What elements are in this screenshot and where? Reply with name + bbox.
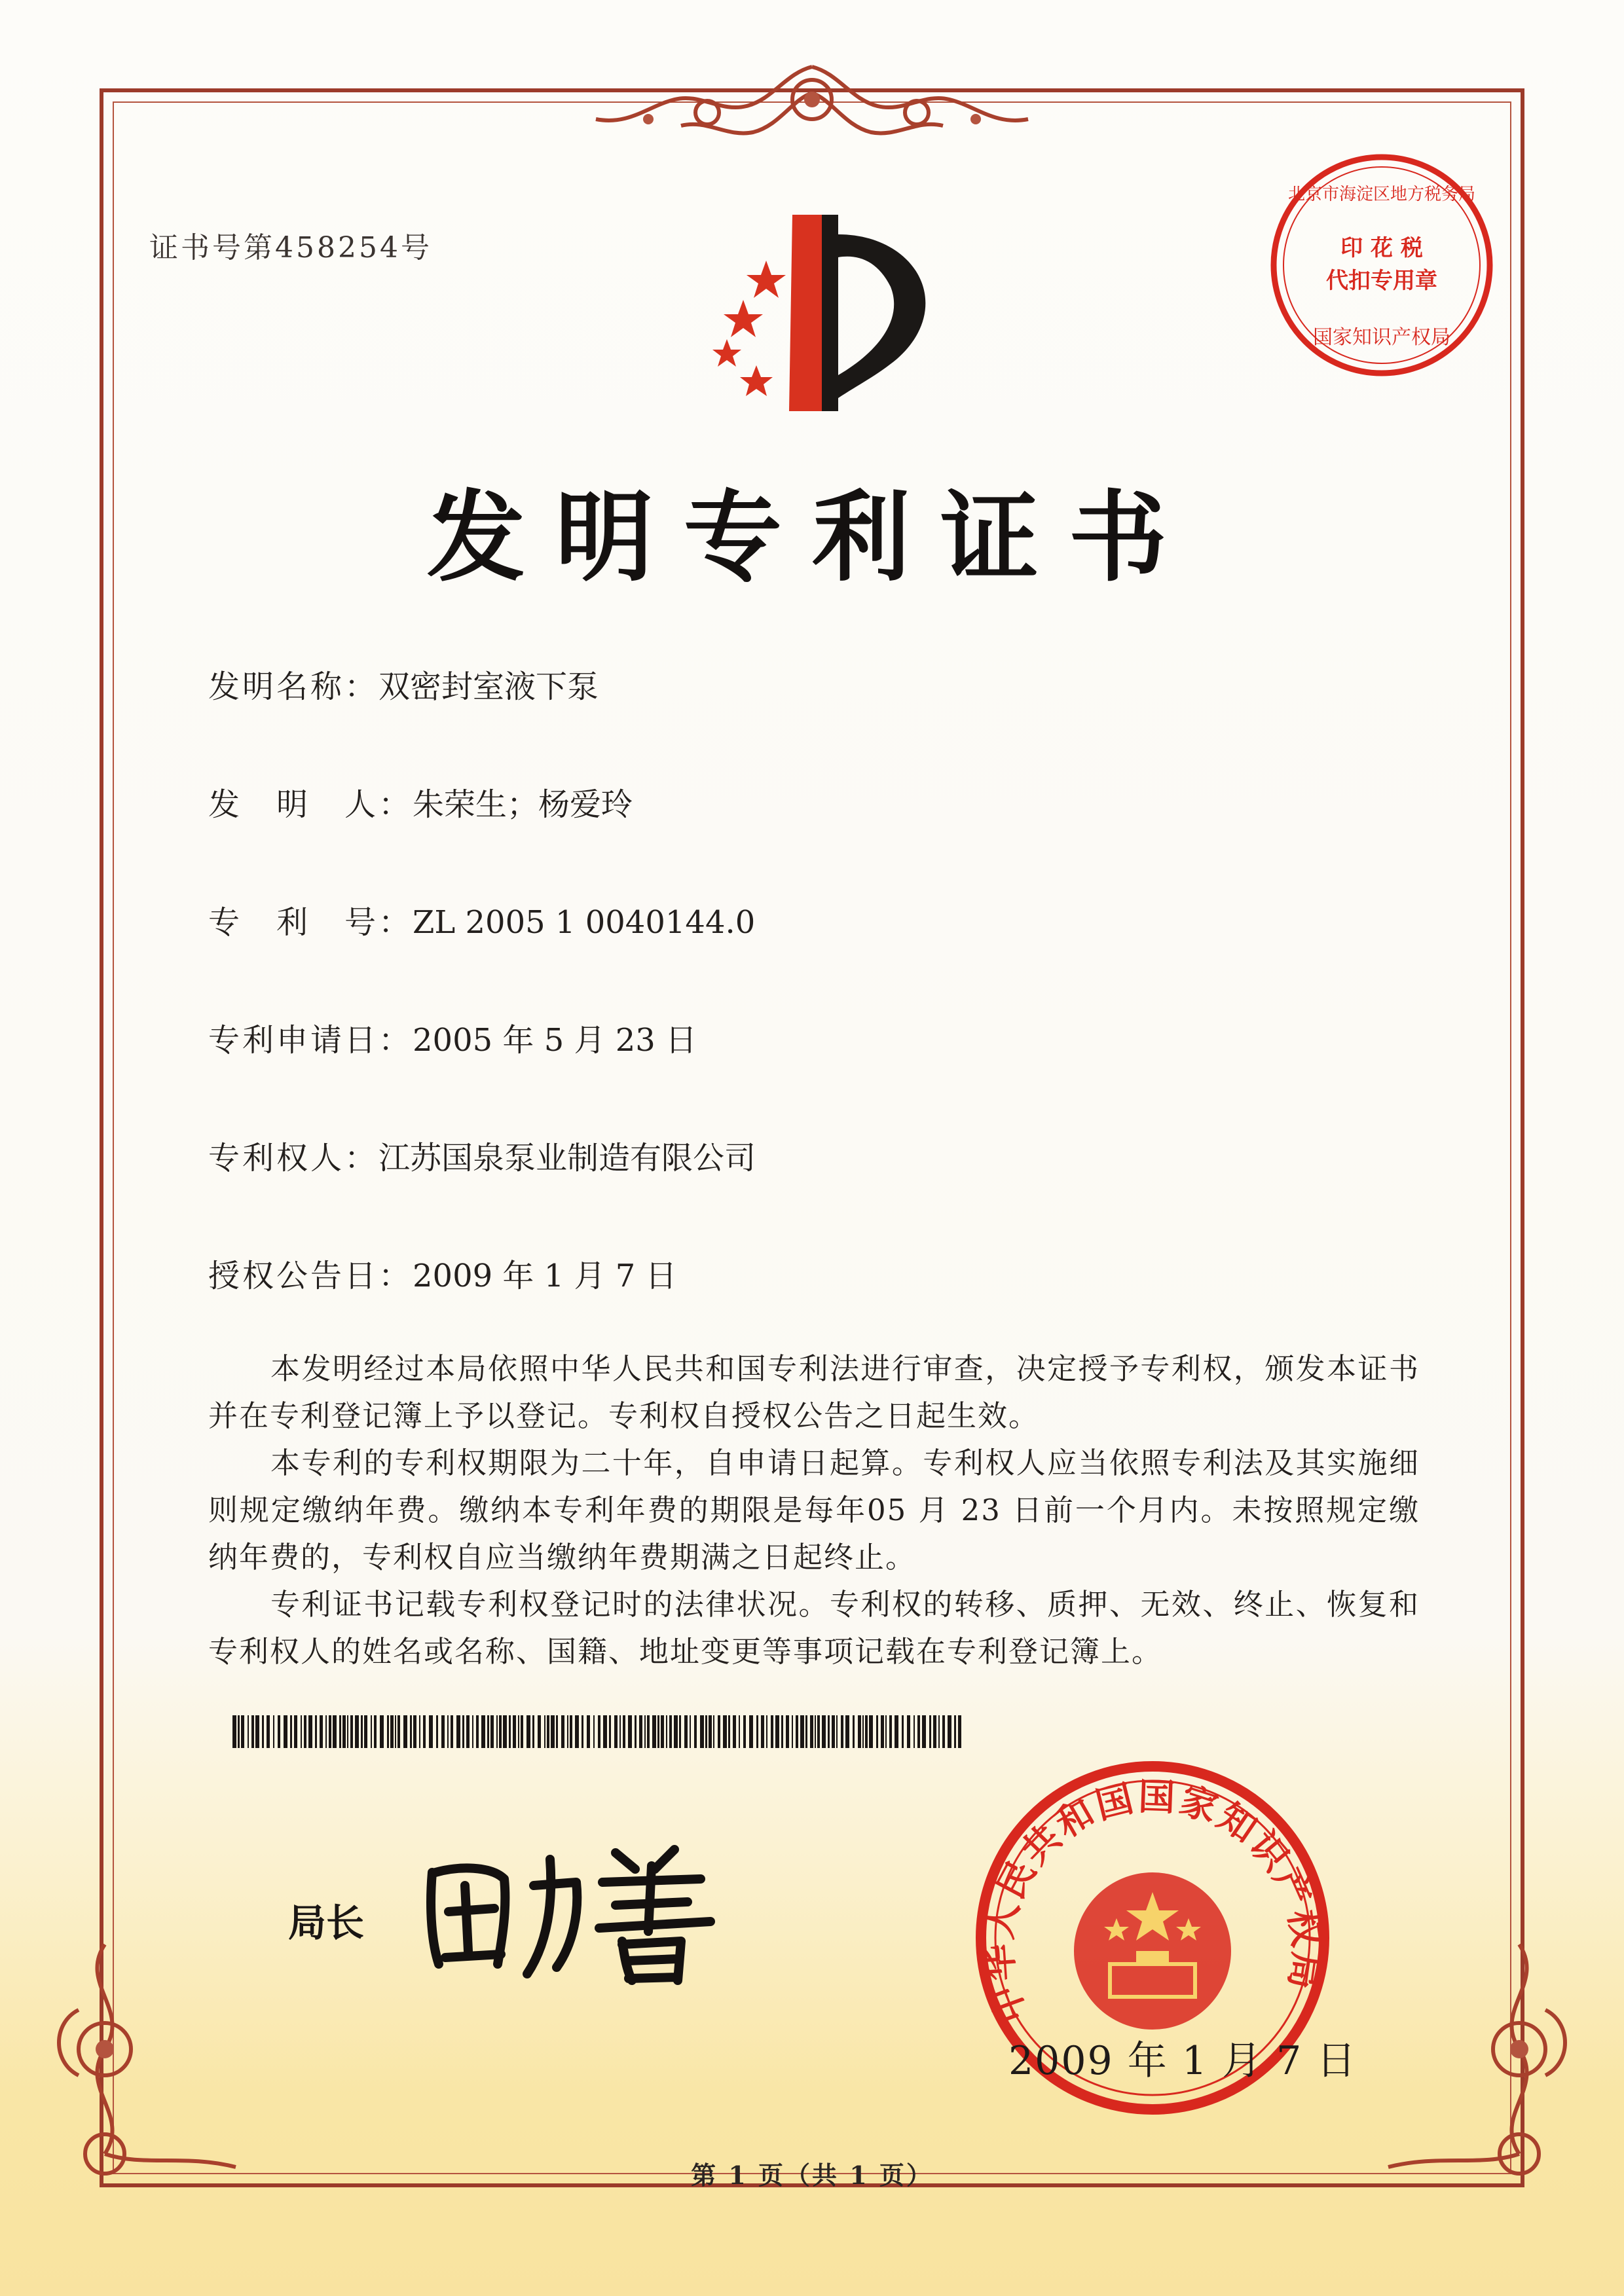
field-label: 发明名称：: [208, 668, 379, 705]
barcode: [232, 1715, 963, 1748]
field-value: ZL 2005 1 0040144.0: [413, 904, 756, 941]
field-value: 江苏国泉泵业制造有限公司: [378, 1140, 756, 1176]
field-patent-number: [208, 897, 755, 942]
certificate-title: 发明专利证书: [426, 480, 1197, 595]
field-label: 授权公告日：: [208, 1258, 413, 1294]
director-label: 局长: [288, 1901, 365, 1945]
field-value: 双密封室液下泵: [378, 668, 599, 705]
field-application-date: [208, 1015, 697, 1060]
top-ornament: [576, 54, 1048, 158]
paragraph: 专利证书记载专利权登记时的法律状况。专利权的转移、质押、无效、终止、恢复和专利权人的姓名或名称、国籍、地址变更等事项记载在专利登记簿上。: [208, 1587, 1420, 1669]
certificate-number: 证书号第458254号: [149, 231, 432, 264]
svg-text:印 花 税: 印 花 税: [1340, 235, 1423, 261]
field-invention-name: [208, 661, 599, 706]
patent-office-emblem: [681, 208, 963, 418]
field-inventor: [208, 779, 633, 824]
seal-date: 2009 年 1 月 7 日: [1008, 2038, 1357, 2084]
stamp-duty-seal: [1264, 147, 1500, 383]
field-grant-date: [208, 1250, 677, 1296]
page-number: 第 1 页（共 1 页）: [691, 2160, 933, 2190]
field-label: 专利权人：: [208, 1140, 379, 1176]
field-label: 发 明 人：: [208, 786, 413, 823]
field-patentee: [208, 1133, 756, 1178]
svg-text:国家知识产权局: 国家知识产权局: [1313, 326, 1450, 349]
field-value: 2009 年 1 月 7 日: [413, 1258, 677, 1294]
paragraph: 本专利的专利权期限为二十年，自申请日起算。专利权人应当依照专利法及其实施细则规定缴纳年费。缴纳本专利年费的期限是每年05 月 23 日前一个月内。未按照规定缴纳年费的，专利权自应当缴纳年费期满之日起终止。: [208, 1446, 1420, 1575]
field-label: 专 利 号：: [208, 904, 413, 941]
svg-text:北京市海淀区地方税务局: 北京市海淀区地方税务局: [1287, 185, 1476, 204]
paragraph: 本发明经过本局依照中华人民共和国专利法进行审查，决定授予专利权，颁发本证书并在专利登记簿上予以登记。专利权自授权公告之日起生效。: [208, 1351, 1420, 1433]
field-label: 专利申请日：: [208, 1022, 413, 1059]
svg-text:代扣专用章: 代扣专用章: [1326, 268, 1437, 294]
director-signature: [419, 1833, 727, 1990]
svg-text:中华人民共和国国家知识产权局: 中华人民共和国国家知识产权局: [977, 1776, 1328, 2029]
field-value: 2005 年 5 月 23 日: [413, 1022, 697, 1059]
field-value: 朱荣生；杨爱玲: [413, 786, 633, 823]
certificate-body: [208, 1345, 1420, 1675]
